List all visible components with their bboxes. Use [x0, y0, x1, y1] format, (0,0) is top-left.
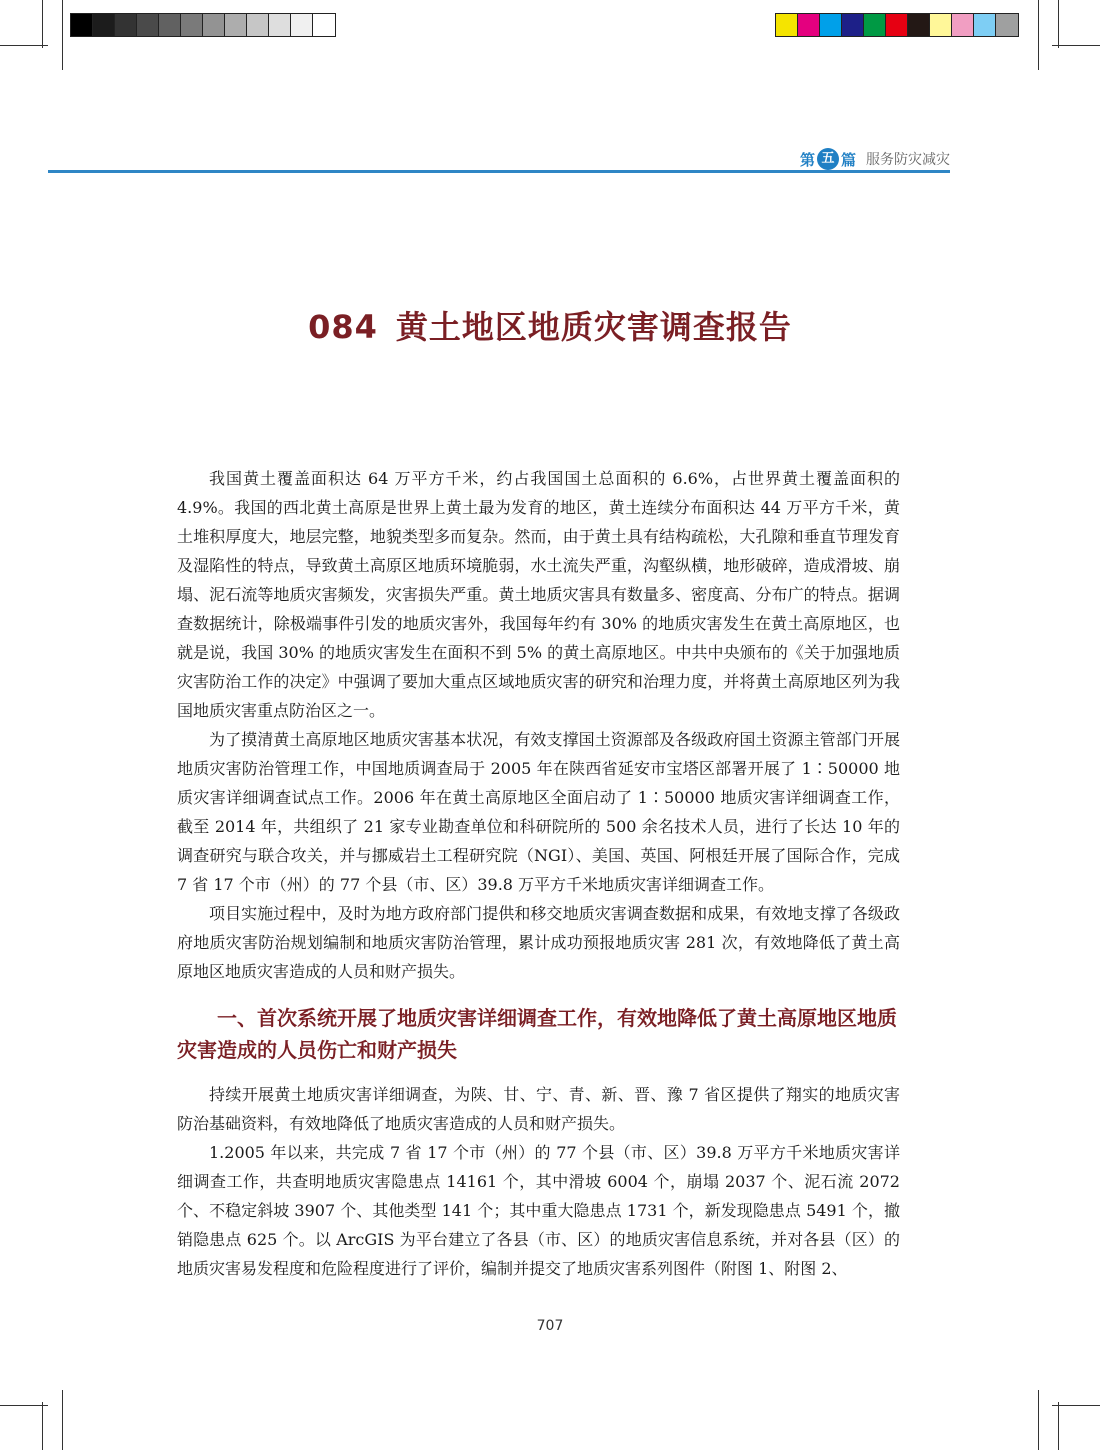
- crop-mark: [62, 1390, 63, 1450]
- intro-paragraph: 我国黄土覆盖面积达 64 万平方千米，约占我国国土总面积的 6.6%，占世界黄土覆盖面积的 4.9%。我国的西北黄土高原是世界上黄土最为发育的地区，黄土连续分布面积达 44 万平方千米，黄土堆积厚度大，地层完整，地貌类型多而复杂。然而，由于黄土具有结构疏松，大孔隙和垂直节理发育及湿陷性的特点，导致黄土高原区地质环境脆弱，水土流失严重，沟壑纵横，地形破碎，造成滑坡、崩塌、泥石流等地质灾害频发，灾害损失严重。黄土地质灾害具有数量多、密度高、分布广的特点。据调查数据统计，除极端事件引发的地质灾害外，我国每年约有 30% 的地质灾害发生在黄土高原地区，也就是说，我国 30% 的地质灾害发生在面积不到 5% 的黄土高原地区。中共中央颁布的《关于加强地质灾害防治工作的决定》中强调了要加大重点区域地质灾害的研究和治理力度，并将黄土高原地区列为我国地质灾害重点防治区之一。: [177, 469, 900, 720]
- crop-mark: [1038, 1390, 1039, 1450]
- crop-mark: [1038, 0, 1039, 70]
- crop-mark: [0, 1405, 48, 1406]
- section-paragraph: 持续开展黄土地质灾害详细调查，为陕、甘、宁、青、新、晋、豫 7 省区提供了翔实的地质灾害防治基础资料，有效地降低了地质灾害造成的人员和财产损失。: [177, 1085, 900, 1133]
- color-swatch: [864, 14, 886, 36]
- color-swatch: [908, 14, 930, 36]
- color-swatch: [930, 14, 952, 36]
- grayscale-swatch: [93, 14, 115, 36]
- title-number: 084: [308, 308, 378, 346]
- color-swatch: [996, 14, 1018, 36]
- grayscale-swatch: [313, 14, 335, 36]
- grayscale-swatch: [225, 14, 247, 36]
- section-name: 服务防灾减灾: [866, 152, 950, 168]
- crop-mark: [42, 0, 43, 48]
- grayscale-swatch: [291, 14, 313, 36]
- grayscale-swatch: [247, 14, 269, 36]
- color-swatch: [952, 14, 974, 36]
- crop-mark: [1052, 45, 1100, 46]
- header-rule: [48, 170, 950, 173]
- running-header: [800, 148, 950, 170]
- color-swatch: [886, 14, 908, 36]
- color-swatch: [974, 14, 996, 36]
- crop-mark: [42, 1402, 43, 1450]
- color-swatch: [842, 14, 864, 36]
- crop-mark: [0, 45, 48, 46]
- crop-mark: [1058, 0, 1059, 48]
- crop-mark: [62, 0, 63, 70]
- color-swatch: [776, 14, 798, 36]
- grayscale-calibration-bar: [70, 13, 336, 37]
- page-title: [0, 302, 1100, 348]
- color-calibration-bar: [775, 13, 1019, 37]
- grayscale-swatch: [137, 14, 159, 36]
- intro-paragraph: 为了摸清黄土高原地区地质灾害基本状况，有效支撑国土资源部及各级政府国土资源主管部门开展地质灾害防治管理工作，中国地质调查局于 2005 年在陕西省延安市宝塔区部署开展了 1∶50000 地质灾害详细调查试点工作。2006 年在黄土高原地区全面启动了 1∶50000 地质灾害详细调查工作，截至 2014 年，共组织了 21 家专业勘查单位和科研院所的 500 余名技术人员，进行了长达 10 年的调查研究与联合攻关，并与挪威岩土工程研究院（NGI）、美国、英国、阿根廷开展了国际合作，完成 7 省 17 个市（州）的 77 个县（市、区）39.8 万平方千米地质灾害详细调查工作。: [177, 730, 900, 894]
- part-prefix: 第: [799, 150, 815, 169]
- article-body: [177, 464, 900, 1283]
- intro-paragraph: 项目实施过程中，及时为地方政府部门提供和移交地质灾害调查数据和成果，有效地支撑了各级政府地质灾害防治规划编制和地质灾害防治管理，累计成功预报地质灾害 281 次，有效地降低了黄土高原地区地质灾害造成的人员和财产损失。: [177, 904, 900, 981]
- part-number-badge: 五: [817, 148, 839, 170]
- grayscale-swatch: [181, 14, 203, 36]
- grayscale-swatch: [115, 14, 137, 36]
- grayscale-swatch: [203, 14, 225, 36]
- grayscale-swatch: [71, 14, 93, 36]
- title-text: 黄土地区地质灾害调查报告: [395, 308, 792, 346]
- section-heading: 一、首次系统开展了地质灾害详细调查工作，有效地降低了黄土高原地区地质灾害造成的人员伤亡和财产损失: [177, 1006, 897, 1062]
- color-swatch: [820, 14, 842, 36]
- crop-mark: [1058, 1402, 1059, 1450]
- page-number: 707: [536, 1318, 564, 1334]
- crop-mark: [1052, 1405, 1100, 1406]
- part-suffix: 篇: [840, 150, 856, 169]
- section-paragraph: 1.2005 年以来，共完成 7 省 17 个市（州）的 77 个县（市、区）39.8 万平方千米地质灾害详细调查工作，共查明地质灾害隐患点 14161 个，其中滑坡 6004 个，崩塌 2037 个、泥石流 2072 个、不稳定斜坡 3907 个、其他类型 141 个；其中重大隐患点 1731 个，新发现隐患点 5491 个，撤销隐患点 625 个。以 ArcGIS 为平台建立了各县（市、区）的地质灾害信息系统，并对各县（区）的地质灾害易发程度和危险程度进行了评价，编制并提交了地质灾害系列图件（附图 1、附图 2、: [177, 1143, 900, 1278]
- color-swatch: [798, 14, 820, 36]
- grayscale-swatch: [269, 14, 291, 36]
- grayscale-swatch: [159, 14, 181, 36]
